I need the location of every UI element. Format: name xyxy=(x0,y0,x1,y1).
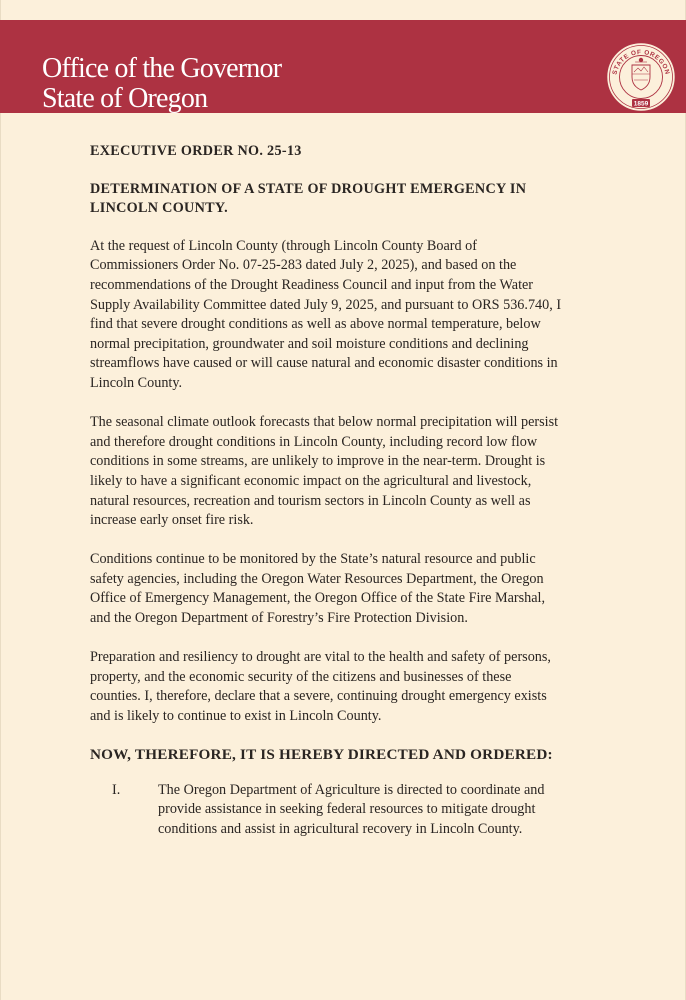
order-item-number: I. xyxy=(112,781,121,798)
paragraph-line: likely to have a significant economic impact on the agricultural and livestock, xyxy=(90,472,532,489)
paragraph-line: The seasonal climate outlook forecasts that below normal precipitation will persist xyxy=(90,414,559,431)
paragraph-line: conditions in some streams, are unlikely to improve in the near-term. Drought is xyxy=(90,453,546,470)
order-item-text xyxy=(158,781,630,840)
order-item-line: The Oregon Department of Agriculture is directed to coordinate and xyxy=(158,781,545,798)
order-item-1 xyxy=(90,781,630,840)
paragraph-request xyxy=(90,237,630,394)
directive-heading: NOW, THEREFORE, IT IS HEREBY DIRECTED AND ORDERED: xyxy=(90,746,553,764)
paragraph-line: Preparation and resiliency to drought are vital to the health and safety of persons, xyxy=(90,649,551,666)
paragraph-line: counties. I, therefore, declare that a severe, continuing drought emergency exists xyxy=(90,688,547,705)
paragraph-line: Conditions continue to be monitored by the State’s natural resource and public xyxy=(90,551,536,568)
paragraph-line: and is likely to continue to exist in Lincoln County. xyxy=(90,708,382,725)
paragraph-outlook xyxy=(90,413,630,531)
paragraph-line: recommendations of the Drought Readiness Council and input from the Water xyxy=(90,276,534,293)
paragraph-line: find that severe drought conditions as well as above normal temperature, below xyxy=(90,316,541,333)
paragraph-line: and therefore drought conditions in Lincoln County, including record low flow xyxy=(90,433,538,450)
order-title: DETERMINATION OF A STATE OF DROUGHT EMERGENCY IN LINCOLN COUNTY. xyxy=(90,180,527,217)
paragraph-line: normal precipitation, groundwater and soil moisture conditions and declining xyxy=(90,335,529,352)
paragraph-line: Commissioners Order No. 07-25-283 dated July 2, 2025), and based on the xyxy=(90,257,517,274)
seal-year: 1859 xyxy=(633,100,649,108)
paragraph-line: and the Oregon Department of Forestry’s Fire Protection Division. xyxy=(90,610,468,627)
letterhead-line-state: State of Oregon xyxy=(42,83,208,114)
letterhead-line-office: Office of the Governor xyxy=(42,53,282,84)
paragraph-line: natural resources, recreation and tourism sectors in Lincoln County as well as xyxy=(90,492,531,509)
paragraph-line: safety agencies, including the Oregon Water Resources Department, the Oregon xyxy=(90,570,544,587)
state-seal-icon xyxy=(605,41,677,113)
paragraph-monitoring xyxy=(90,550,630,628)
order-item-line: conditions and assist in agricultural recovery in Lincoln County. xyxy=(158,821,523,837)
paragraph-line: At the request of Lincoln County (through Lincoln County Board of xyxy=(90,237,477,254)
paragraph-line: property, and the economic security of the citizens and businesses of these xyxy=(90,668,512,685)
seal-ring-text: STATE OF OREGON xyxy=(611,48,671,76)
paragraph-declaration xyxy=(90,648,630,726)
paragraph-line: Supply Availability Committee dated July 9, 2025, and pursuant to ORS 536.740, I xyxy=(90,296,562,313)
letterhead-banner xyxy=(0,20,686,113)
paragraph-line: Office of Emergency Management, the Oregon Office of the State Fire Marshal, xyxy=(90,590,546,607)
paragraph-line: Lincoln County. xyxy=(90,374,183,391)
order-number: EXECUTIVE ORDER NO. 25-13 xyxy=(90,143,302,159)
paragraph-line: streamflows have caused or will cause natural and economic disaster conditions in xyxy=(90,355,558,372)
letterhead-title xyxy=(42,54,281,114)
document-body xyxy=(90,142,630,840)
order-item-line: provide assistance in seeking federal resources to mitigate drought xyxy=(158,801,536,818)
paragraph-line: increase early onset fire risk. xyxy=(90,512,254,529)
